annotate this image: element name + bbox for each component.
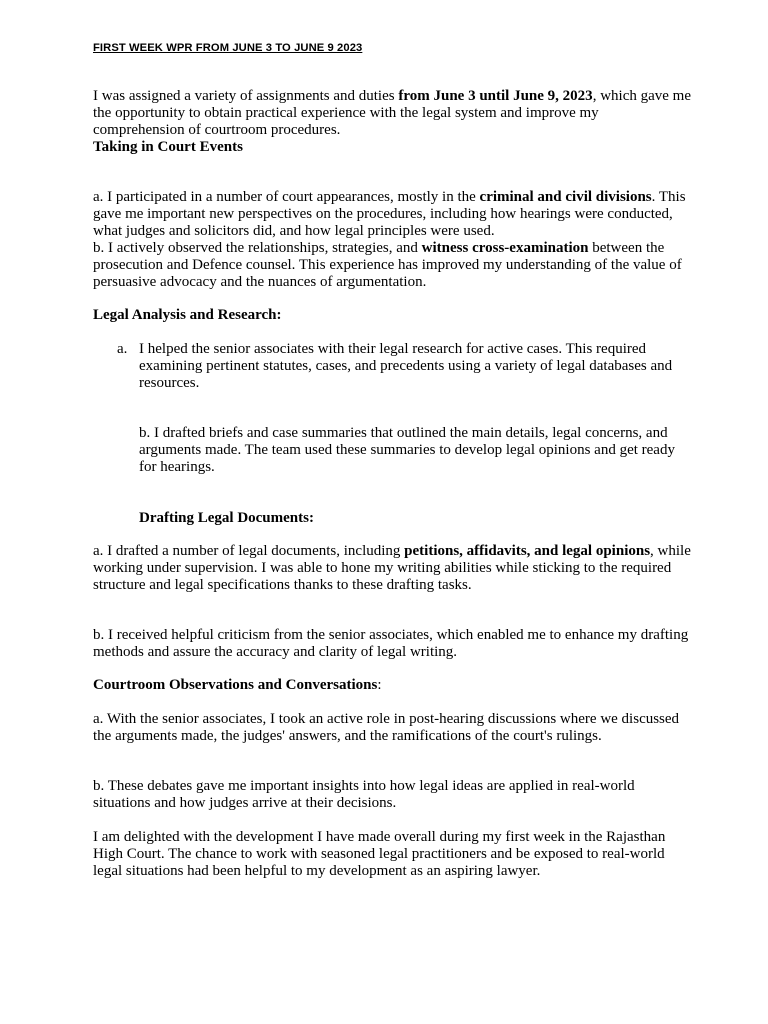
intro-text-1: I was assigned a variety of assignments and duties	[93, 88, 399, 104]
intro-paragraph	[93, 88, 693, 139]
intro-bold-dates: from June 3 until June 9, 2023	[398, 88, 593, 104]
court-events-heading: Taking in Court Events	[93, 139, 243, 155]
courtroom-heading	[93, 677, 693, 694]
court-events-b-bold: witness cross-examination	[421, 240, 589, 256]
court-events-a-text-1: a. I participated in a number of court appearances, mostly in the	[93, 189, 480, 205]
intro-text-2: , which gave me the opportunity to obtain practical experience with the legal system and improve my comprehension of courtroom procedures.	[93, 88, 691, 138]
drafting-heading: Drafting Legal Documents:	[139, 510, 314, 526]
drafting-item-a	[93, 543, 693, 594]
courtroom-heading-colon: :	[377, 677, 382, 693]
courtroom-item-a: a. With the senior associates, I took an active role in post-hearing discussions where we discussed the arguments made, the judges' answers, and the ramifications of the court's rulings.	[93, 711, 680, 744]
document-title: FIRST WEEK WPR FROM JUNE 3 TO JUNE 9 2023	[93, 42, 363, 54]
drafting-a-text-2: , while working under supervision. I was able to hone my writing abilities while sticking to the required structure and legal specifications thanks to these drafting tasks.	[93, 543, 691, 593]
court-events-a-bold: criminal and civil divisions	[479, 189, 652, 205]
legal-analysis-item-a: I helped the senior associates with their legal research for active cases. This required examining pertinent statutes, cases, and precedents using a variety of legal databases and resources.	[139, 341, 673, 391]
courtroom-item-b: b. These debates gave me important insights into how legal ideas are applied in real-world situations and how judges arrive at their decisions.	[93, 778, 635, 811]
court-events-b-text-1: b. I actively observed the relationships, strategies, and	[93, 240, 422, 256]
court-events-item-b	[93, 240, 693, 291]
legal-analysis-heading: Legal Analysis and Research:	[93, 307, 282, 323]
drafting-a-bold: petitions, affidavits, and legal opinions	[404, 543, 651, 559]
drafting-a-text-1: a. I drafted a number of legal documents, including	[93, 543, 405, 559]
drafting-item-b: b. I received helpful criticism from the senior associates, which enabled me to enhance my drafting methods and assure the accuracy and clarity of legal writing.	[93, 627, 689, 660]
legal-analysis-item-b: b. I drafted briefs and case summaries that outlined the main details, legal concerns, and arguments made. The team used these summaries to develop legal opinions and get ready for hearings.	[139, 425, 675, 475]
court-events-a-text-2: . This gave me important new perspectives on the procedures, including how hearings were conducted, what judges and solicitors did, and how legal principles were used.	[93, 189, 686, 239]
legal-analysis-a-marker: a.	[117, 341, 128, 357]
conclusion-paragraph: I am delighted with the development I have made overall during my first week in the Rajasthan High Court. The chance to work with seasoned legal practitioners and be exposed to real-world legal situations had been helpful to my development as an aspiring lawyer.	[93, 829, 666, 879]
court-events-item-a	[93, 189, 693, 240]
court-events-b-text-2: between the prosecution and Defence counsel. This experience has improved my understanding of the value of persuasive advocacy and the nuances of argumentation.	[93, 240, 682, 290]
courtroom-heading-text: Courtroom Observations and Conversations	[93, 677, 378, 693]
